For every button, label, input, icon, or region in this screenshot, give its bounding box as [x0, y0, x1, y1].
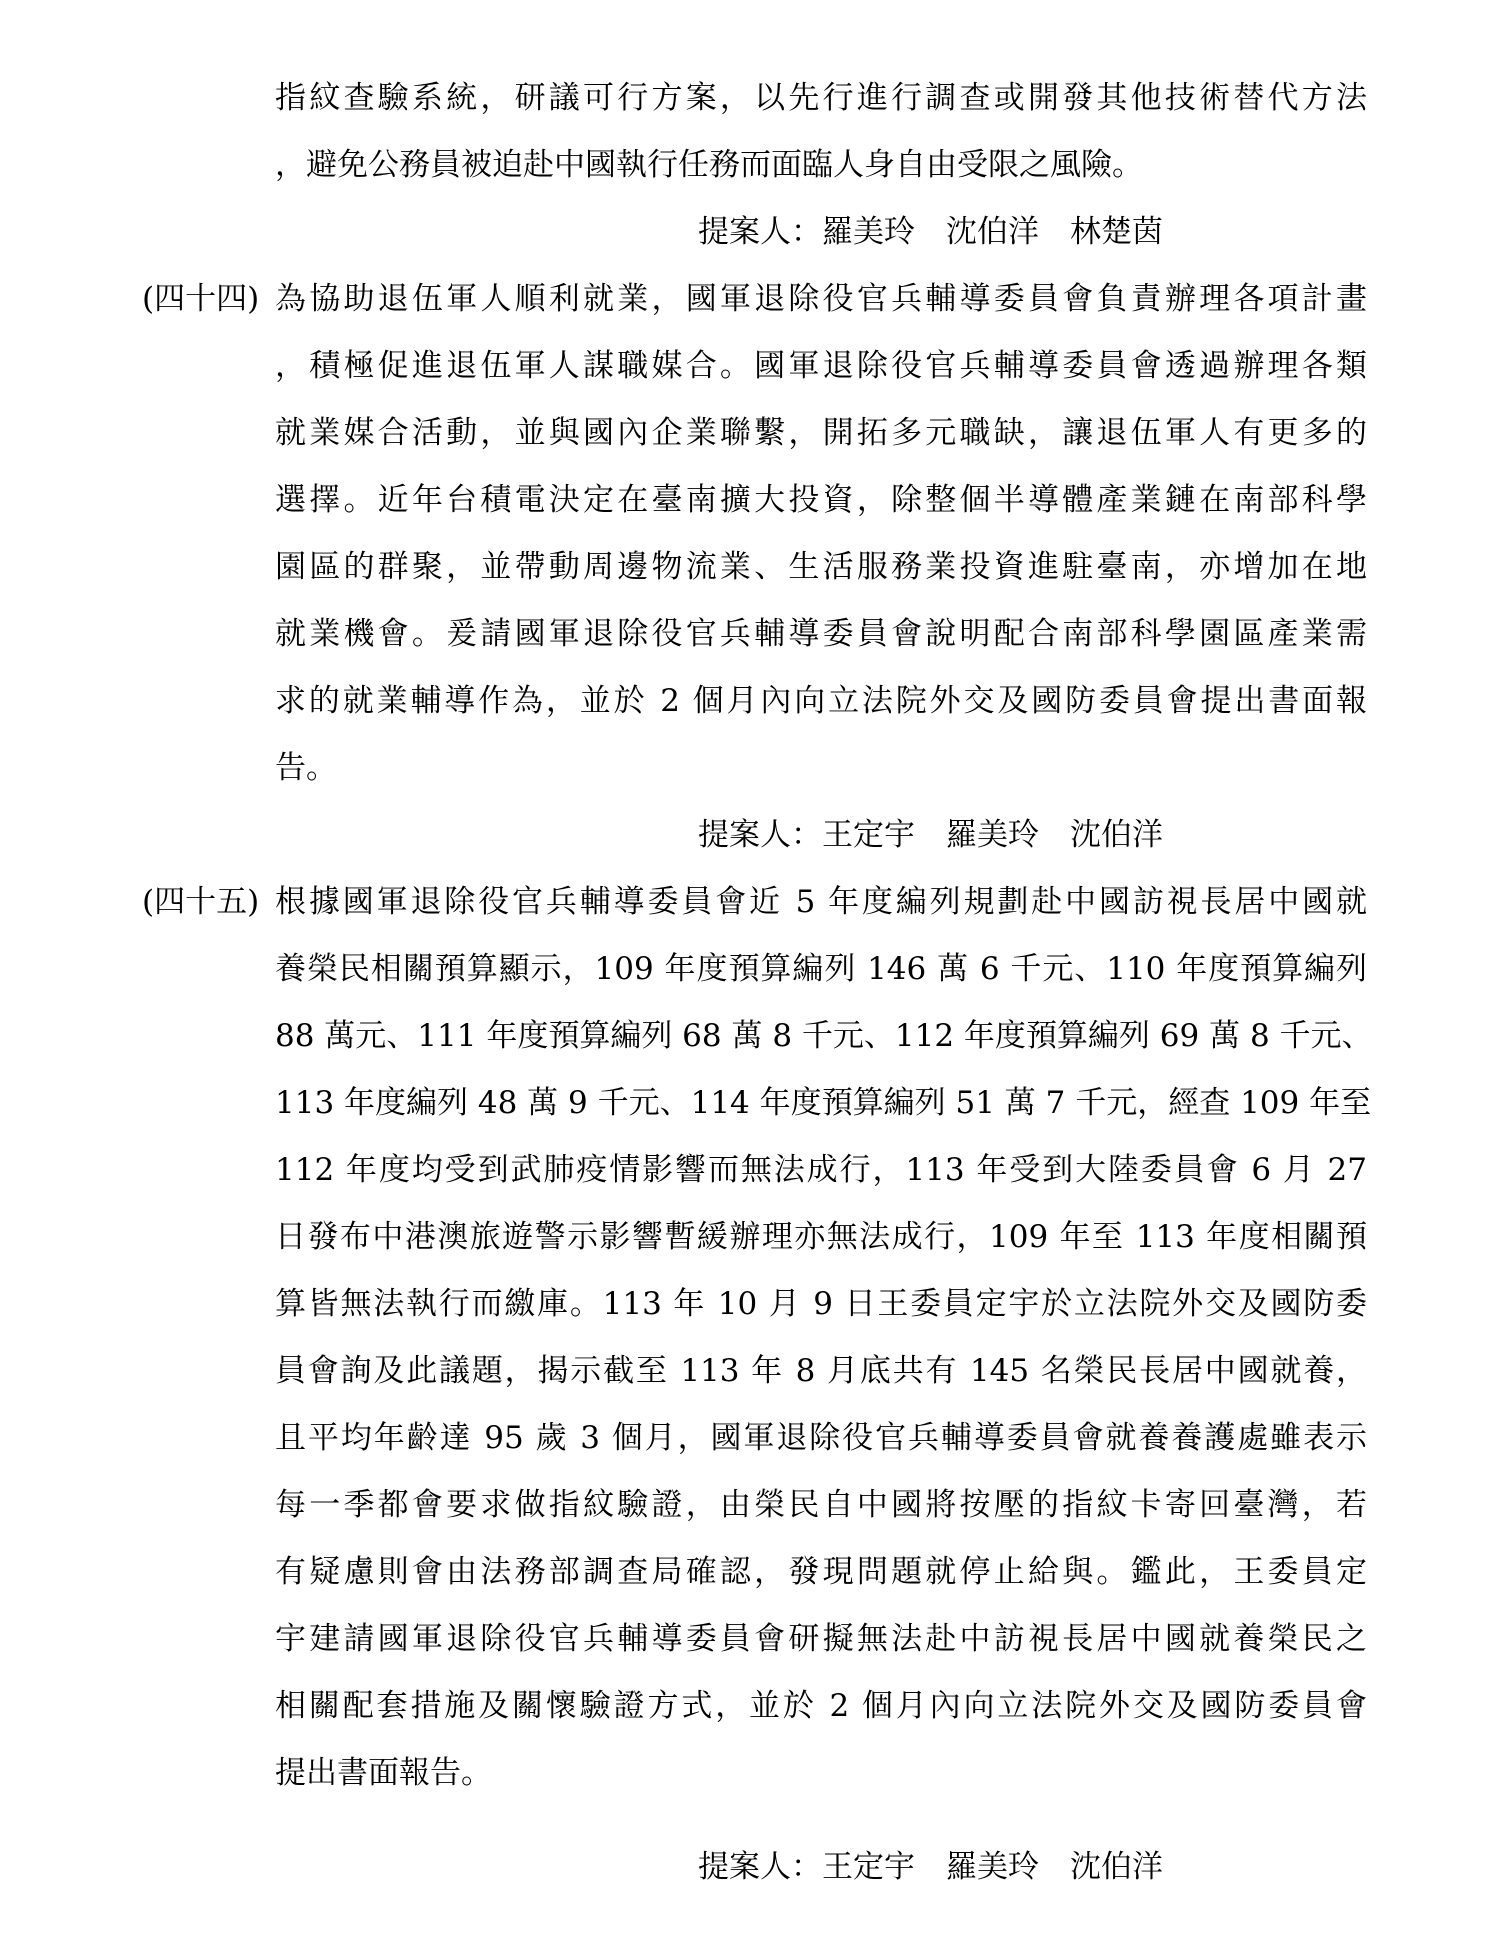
section-45-proposer — [698, 1847, 1163, 1887]
proposer-label: 提案人： — [698, 214, 822, 250]
section-45-line-13: 相關配套措施及關懷驗證方式，並於 2 個月內向立法院外交及國防委員會 — [275, 1688, 1367, 1724]
section-44-line-2: ，積極促進退伍軍人謀職媒合。國軍退除役官兵輔導委員會透過辦理各類 — [275, 348, 1367, 384]
proposer-names: 王定宇 羅美玲 沈伯洋 — [822, 1849, 1163, 1885]
section-45-label: (四十五) — [142, 884, 260, 920]
section-45-line-14: 提出書面報告。 — [275, 1755, 492, 1791]
proposer-label: 提案人： — [698, 817, 822, 853]
section-44-line-5: 園區的群聚，並帶動周邊物流業、生活服務業投資進駐臺南，亦增加在地 — [275, 549, 1367, 585]
proposer-names: 王定宇 羅美玲 沈伯洋 — [822, 817, 1163, 853]
section-44-line-8: 告。 — [275, 750, 337, 786]
section-44-line-1: 為協助退伍軍人順利就業，國軍退除役官兵輔導委員會負責辦理各項計畫 — [275, 281, 1367, 317]
section-45-line-2: 養榮民相關預算顯示，109 年度預算編列 146 萬 6 千元、110 年度預算編列 — [275, 951, 1367, 987]
section-45-line-1: 根據國軍退除役官兵輔導委員會近 5 年度編列規劃赴中國訪視長居中國就 — [275, 884, 1367, 920]
prev-section-line-1: 指紋查驗系統，研議可行方案，以先行進行調查或開發其他技術替代方法 — [275, 80, 1367, 116]
prev-section-proposer — [698, 212, 1163, 252]
prev-section-line-2: ，避免公務員被迫赴中國執行任務而面臨人身自由受限之風險。 — [275, 147, 1143, 183]
section-44-line-4: 選擇。近年台積電決定在臺南擴大投資，除整個半導體產業鏈在南部科學 — [275, 482, 1367, 518]
section-45-line-7: 算皆無法執行而繳庫。113 年 10 月 9 日王委員定宇於立法院外交及國防委 — [275, 1286, 1367, 1322]
proposer-names: 羅美玲 沈伯洋 林楚茵 — [822, 214, 1163, 250]
section-44-label: (四十四) — [142, 281, 260, 317]
proposer-label: 提案人： — [698, 1849, 822, 1885]
section-44-line-6: 就業機會。爰請國軍退除役官兵輔導委員會說明配合南部科學園區產業需 — [275, 616, 1367, 652]
section-45-line-6: 日發布中港澳旅遊警示影響暫緩辦理亦無法成行，109 年至 113 年度相關預 — [275, 1219, 1367, 1255]
section-45-line-9: 且平均年齡達 95 歲 3 個月，國軍退除役官兵輔導委員會就養養護處雖表示 — [275, 1420, 1367, 1456]
section-44-line-7: 求的就業輔導作為，並於 2 個月內向立法院外交及國防委員會提出書面報 — [275, 683, 1367, 719]
section-45-line-11: 有疑慮則會由法務部調查局確認，發現問題就停止給與。鑑此，王委員定 — [275, 1554, 1367, 1590]
section-45-line-4: 113 年度編列 48 萬 9 千元、114 年度預算編列 51 萬 7 千元，經查 109 年至 — [275, 1085, 1372, 1121]
section-44-proposer — [698, 815, 1163, 855]
section-44-line-3: 就業媒合活動，並與國內企業聯繫，開拓多元職缺，讓退伍軍人有更多的 — [275, 415, 1367, 451]
section-45-line-3: 88 萬元、111 年度預算編列 68 萬 8 千元、112 年度預算編列 69 萬 8 千元、 — [275, 1018, 1373, 1054]
section-45-line-10: 每一季都會要求做指紋驗證，由榮民自中國將按壓的指紋卡寄回臺灣，若 — [275, 1487, 1367, 1523]
section-45-line-12: 宇建請國軍退除役官兵輔導委員會研擬無法赴中訪視長居中國就養榮民之 — [275, 1621, 1367, 1657]
section-45-line-5: 112 年度均受到武肺疫情影響而無法成行，113 年受到大陸委員會 6 月 27 — [275, 1152, 1367, 1188]
section-45-line-8: 員會詢及此議題，揭示截至 113 年 8 月底共有 145 名榮民長居中國就養， — [275, 1353, 1367, 1389]
